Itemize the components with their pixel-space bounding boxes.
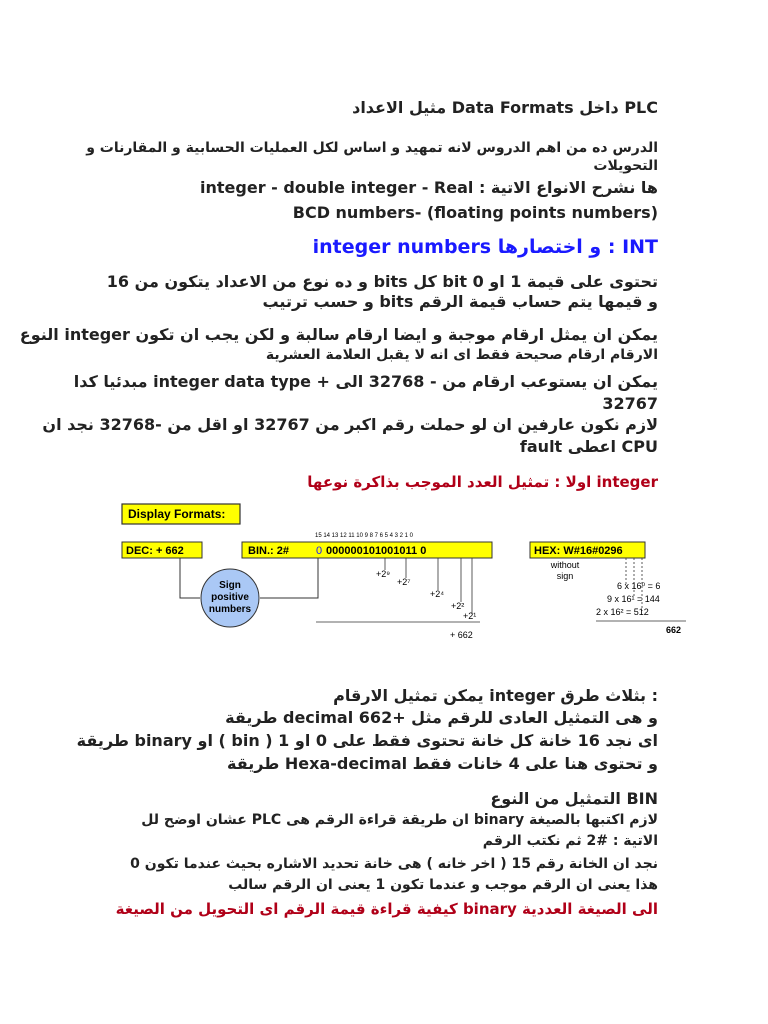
l8: و قيمها يتم حساب قيمة الرقم bits و حسب ترتيب bbox=[262, 292, 658, 311]
bin-label: BIN.: 2# bbox=[248, 545, 289, 557]
l9: يمكن ان يمثل ارقام موجبة و ايضا ارقام سالبة و لكن يجب ان تكون integer النوع bbox=[19, 325, 658, 344]
l15: integer اولا : تمثيل العدد الموجب بذاكرة نوعها bbox=[307, 473, 658, 491]
l4: ها نشرح الانواع الاتية : integer - double integer - Real bbox=[200, 178, 658, 197]
l19: و تحتوى هنا على 4 خانات فقط Hexa-decimal طريقة bbox=[227, 754, 658, 773]
l16: : بثلاث طرق integer يمكن تمثيل الارقام bbox=[333, 686, 658, 705]
l10: الارقام ارقام صحيحة فقط اى انه لا يقبل العلامة العشرية bbox=[265, 347, 658, 363]
hex-row-2: 9 x 16¹ = 144 bbox=[607, 594, 660, 604]
l21: لازم اكتبها بالصيغة binary ان طريقة قراءة الرقم هى PLC عشان اوضح لل bbox=[141, 812, 658, 828]
bin-total: + 662 bbox=[450, 630, 473, 640]
display-formats-diagram bbox=[120, 500, 690, 650]
pow-1: +2¹ bbox=[463, 611, 477, 621]
l17: و هى التمثيل العادى للرقم مثل +662 decimal طريقة bbox=[225, 708, 658, 727]
dec-label: DEC: + 662 bbox=[126, 545, 184, 557]
l3: التحويلات bbox=[593, 158, 658, 174]
l24: هذا يعنى ان الرقم موجب و عندما تكون 1 يعنى ان الرقم سالب bbox=[228, 877, 658, 893]
l11: يمكن ان يستوعب ارقام من - 32768 الى + integer data type مبدئيا كدا bbox=[73, 372, 658, 391]
l20: BIN التمثيل من النوع bbox=[490, 789, 658, 808]
l12: 32767 bbox=[602, 394, 658, 413]
bin-sign: 0 bbox=[316, 545, 323, 557]
sign-text-1: Sign bbox=[219, 580, 241, 591]
l14: CPU اعطى fault bbox=[519, 437, 658, 456]
pow-9: +2⁹ bbox=[376, 569, 391, 579]
l5: (floating points numbers) -BCD numbers bbox=[292, 203, 658, 222]
l18: اى نجد 16 خانة كل خانة تحتوى فقط على 0 او 1 ( bin ) او binary طريقة bbox=[76, 731, 658, 750]
without-sign-2: sign bbox=[556, 571, 574, 581]
l2: الدرس ده من اهم الدروس لانه تمهيد و اساس لكل العمليات الحسابية و المقارنات و bbox=[86, 140, 658, 156]
sign-text-3: numbers bbox=[208, 604, 252, 615]
pow-7: +2⁷ bbox=[397, 577, 411, 587]
heading-int: INT : و اختصارها integer numbers bbox=[312, 236, 658, 258]
diagram-title: Display Formats: bbox=[128, 507, 226, 521]
l7: تحتوى على قيمة 1 او 0 bit كل bits و ده نوع من الاعداد يتكون من 16 bbox=[106, 272, 658, 291]
hex-total: 662 bbox=[666, 625, 682, 635]
hex-label: HEX: W#16#0296 bbox=[534, 545, 623, 557]
l22: الاتية : #2 ثم نكتب الرقم bbox=[482, 833, 658, 849]
l25: الى الصيغة العددية binary كيفية قراءة قيمة الرقم اى التحويل من الصيغة bbox=[115, 900, 658, 918]
bit-numbers: 15 14 13 12 11 10 9 8 7 6 5 4 3 2 1 0 bbox=[315, 533, 413, 539]
without-sign-1: without bbox=[550, 560, 580, 570]
hex-row-3: 2 x 16² = 512 bbox=[596, 607, 649, 617]
l13: لازم نكون عارفين ان لو حملت رقم اكبر من 32767 او اقل من -32768 نجد ان bbox=[42, 415, 658, 434]
l1: PLC داخل Data Formats مثيل الاعداد bbox=[352, 98, 658, 117]
hex-row-1: 6 x 16⁰ = 6 bbox=[617, 581, 661, 591]
pow-4: +2⁴ bbox=[430, 589, 445, 599]
pow-2: +2² bbox=[451, 601, 465, 611]
bin-digits: 000000101001011 0 bbox=[326, 545, 427, 557]
sign-text-2: positive bbox=[211, 592, 249, 603]
l23: نجد ان الخانة رقم 15 ( اخر خانه ) هى خانة تحديد الاشاره بحيث عندما تكون 0 bbox=[130, 856, 658, 872]
